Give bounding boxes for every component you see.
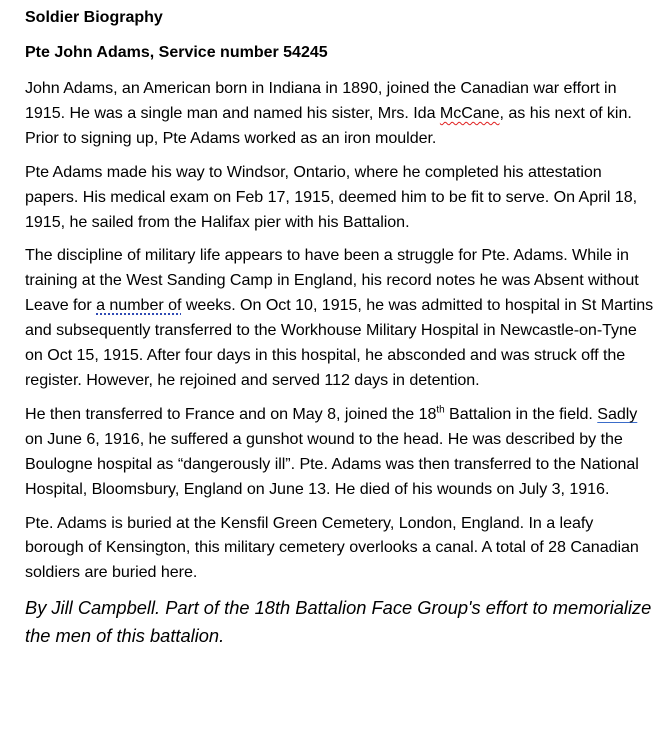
paragraph-discipline xyxy=(25,243,655,392)
soldier-name-heading: Pte John Adams, Service number 54245 xyxy=(25,44,328,61)
grammar-flagged-word[interactable]: Sadly xyxy=(597,404,638,423)
author-credit: By Jill Campbell. Part of the 18th Battalion Face Group's effort to memorialize the men of this battalion. xyxy=(25,597,652,646)
document-title: Soldier Biography xyxy=(25,9,163,26)
paragraph-attestation: Pte Adams made his way to Windsor, Ontario, where he completed his attestation papers. His medical exam on Feb 17, 1915, deemed him to be fit to serve. On April 18, 1915, he sailed from the Halifax pier with his Battalion. xyxy=(25,162,638,231)
paragraph-text: Battalion in the field. xyxy=(444,404,598,423)
grammar-flagged-phrase[interactable]: a number of xyxy=(96,296,182,315)
spelling-flagged-word[interactable]: McCane xyxy=(439,103,500,122)
paragraph-text: The discipline of military life appears to have been a struggle for Pte. Adams. While in training at the West Sanding Camp in England, his record notes he was Absent without Leave for xyxy=(25,246,639,315)
paragraph-burial: Pte. Adams is buried at the Kensfil Green Cemetery, London, England. In a leafy borough of Kensington, this military cemetery overlooks a canal. A total of 28 Canadian soldiers are buried here. xyxy=(25,513,639,582)
paragraph-text: weeks. On Oct 10, 1915, he was admitted to hospital in St Martins and subsequently transferred to the Workhouse Military Hospital in Newcastle-on-Tyne on Oct 15, 1915. After four days in this hospital, he absconded and was struck off the register. However, he rejoined and served 112 days in detention. xyxy=(25,296,654,389)
paragraph-text: John Adams, an American born in Indiana in 1890, joined the Canadian war effort in 1915. He was a single man and named his sister, Mrs. Ida xyxy=(25,79,617,122)
paragraph-text: on June 6, 1916, he suffered a gunshot wound to the head. He was described by the Boulogne hospital as “dangerously ill”. Pte. Adams was then transferred to the National Hospital, Bloomsbury, England on June 13. He died of his wounds on July 3, 1916. xyxy=(25,429,639,498)
paragraph-france xyxy=(25,402,655,502)
document-body xyxy=(25,6,655,649)
paragraph-text: , as his next of kin. Prior to signing up, Pte Adams worked as an iron moulder. xyxy=(25,103,632,147)
paragraph-text: He then transferred to France and on May 8, joined the 18 xyxy=(25,404,437,423)
paragraph-background xyxy=(25,76,655,151)
ordinal-suffix: th xyxy=(436,404,445,416)
